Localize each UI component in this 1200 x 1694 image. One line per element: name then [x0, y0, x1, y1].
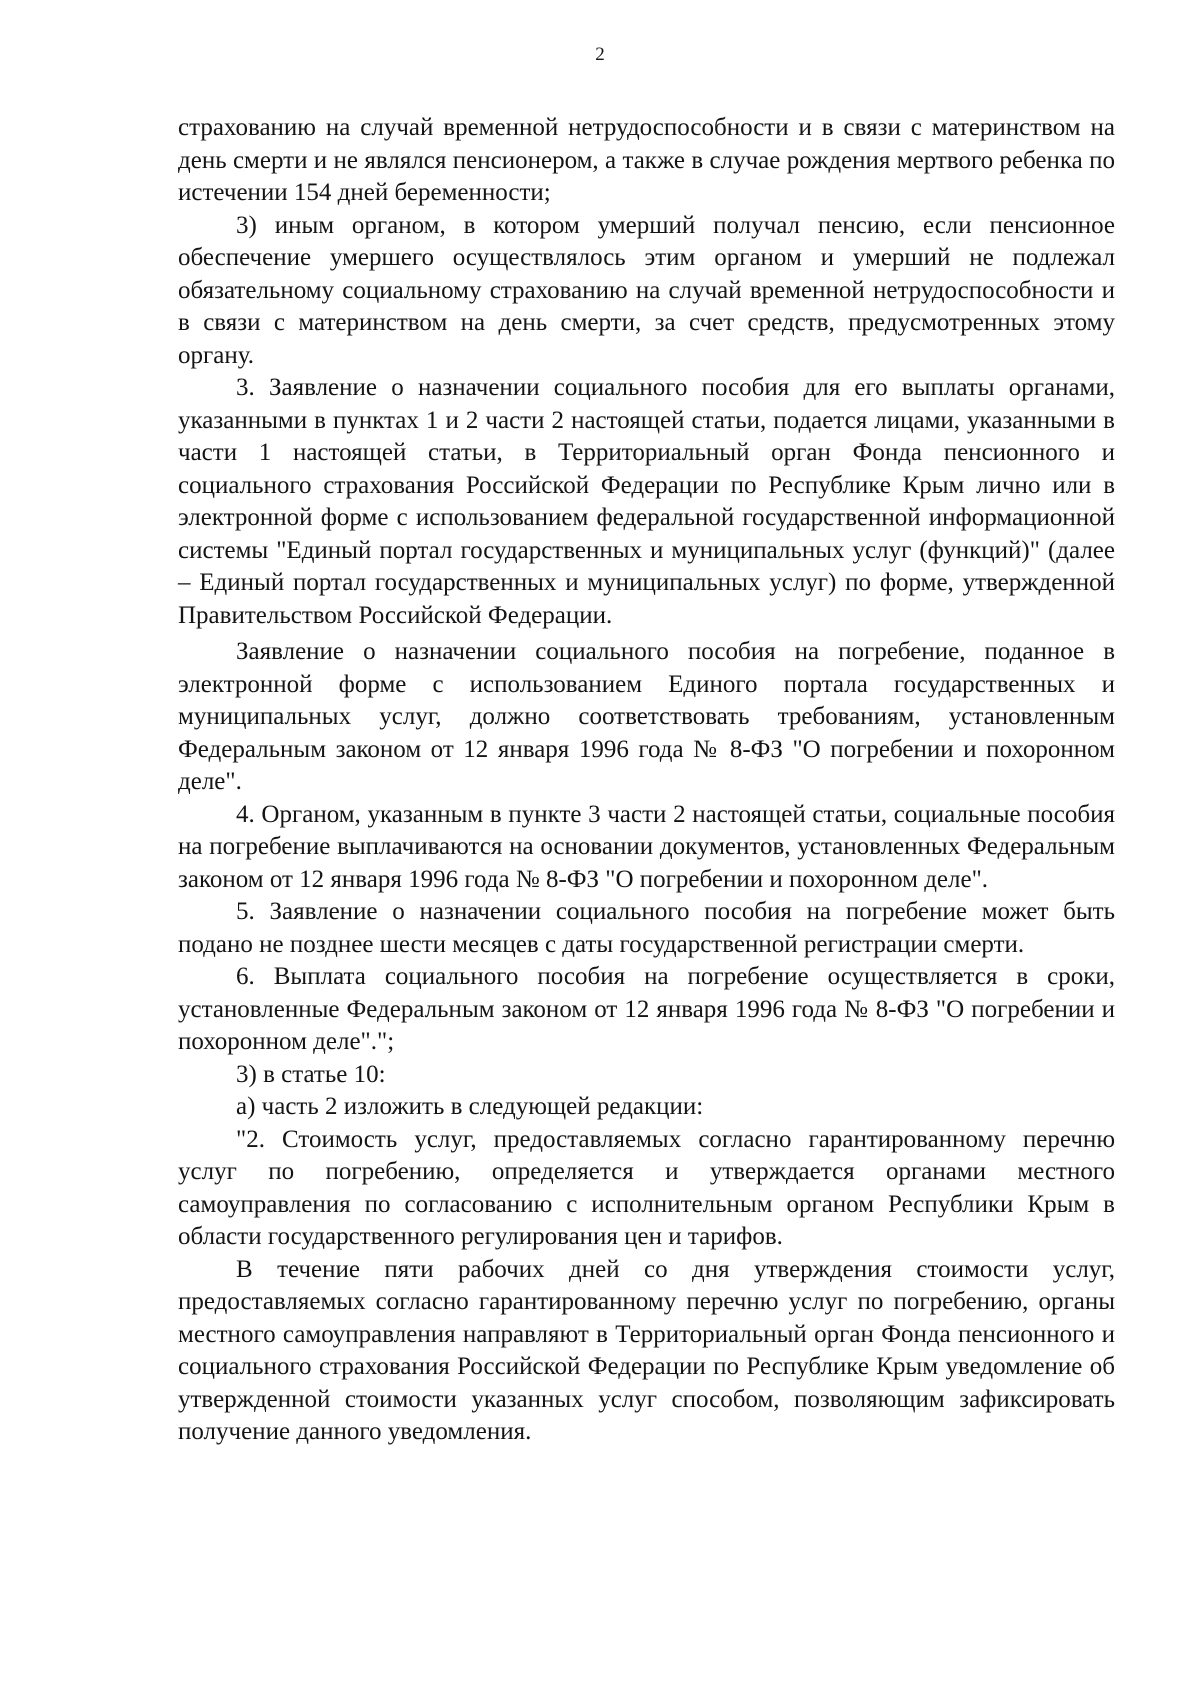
document-body: [178, 112, 1115, 1449]
paragraph-part-2-edit: а) часть 2 изложить в следующей редакции:: [236, 1093, 704, 1120]
paragraph-item-3-other-body: 3) иным органом, в котором умерший получал пенсию, если пенсионное обеспечение умершего осуществлялось этим органом и умерший не подлежал обязательному социальному страхованию на случай временной нетрудоспособности и в связи с материнством на день смерти, за счет средств, предусмотренных этому органу.: [178, 211, 1115, 369]
paragraph-electronic-application: Заявление о назначении социального пособия на погребение, поданное в электронной форме с использованием Единого портала государственных и муниципальных услуг, должно соответствовать требованиям, установленным Федеральным законом от 12 января 1996 года № 8-ФЗ "О погребении и похоронном деле".: [178, 638, 1115, 795]
paragraph-point-6: 6. Выплата социального пособия на погребение осуществляется в сроки, установленные Федеральным законом от 12 января 1996 года № 8-ФЗ "О погребении и похоронном деле".";: [178, 963, 1115, 1055]
paragraph-point-5: 5. Заявление о назначении социального пособия на погребение может быть подано не позднее шести месяцев с даты государственной регистрации смерти.: [178, 898, 1115, 958]
paragraph-notification: В течение пяти рабочих дней со дня утверждения стоимости услуг, предоставляемых согласно гарантированному перечню услуг по погребению, органы местного самоуправления направляют в Территориальный орган Фонда пенсионного и социального страхования Российской Федерации по Республике Крым уведомление об утвержденной стоимости указанных услуг способом, позволяющим зафиксировать получение данного уведомления.: [178, 1255, 1115, 1445]
page-number: 2: [595, 44, 605, 65]
paragraph-cost-of-services: "2. Стоимость услуг, предоставляемых согласно гарантированному перечню услуг по погребению, определяется и утверждается органами местного самоуправления по согласованию с исполнительным органом Республики Крым в области государственного регулирования цен и тарифов.: [178, 1125, 1115, 1250]
paragraph-point-4: 4. Органом, указанным в пункте 3 части 2 настоящей статьи, социальные пособия на погребение выплачиваются на основании документов, установленных Федеральным законом от 12 января 1996 года № 8-ФЗ "О погребении и похоронном деле".: [178, 800, 1115, 893]
paragraph-continuation: страхованию на случай временной нетрудоспособности и в связи с материнством на день смерти и не являлся пенсионером, а также в случае рождения мертвого ребенка по истечении 154 дней беременности;: [178, 114, 1115, 206]
paragraph-article-10: 3) в статье 10:: [236, 1060, 386, 1088]
paragraph-point-3: 3. Заявление о назначении социального пособия для его выплаты органами, указанными в пунктах 1 и 2 части 2 настоящей статьи, подается лицами, указанными в части 1 настоящей статьи, в Территориальный орган Фонда пенсионного и социального страхования Российской Федерации по Республике Крым лично или в электронной форме с использованием федеральной государственной информационной системы "Единый портал государственных и муниципальных услуг (функций)" (далее – Единый портал государственных и муниципальных услуг) по форме, утвержденной Правительством Российской Федерации.: [178, 374, 1115, 629]
